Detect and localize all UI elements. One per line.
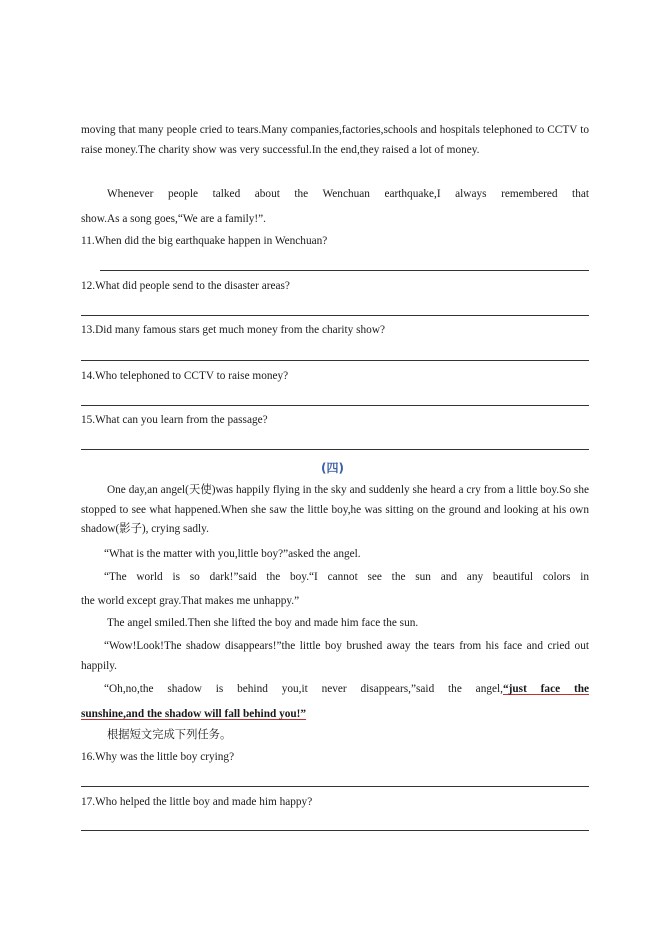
angel-reply-text: “Oh,no,the shadow is behind you,it never disappears,”said the angel,	[104, 683, 503, 695]
passage4-paragraph-2: “What is the matter with you,little boy?”asked the angel.	[104, 548, 361, 560]
question-17: 17.Who helped the little boy and made him happy?	[81, 796, 313, 808]
key-sentence-part-2: sunshine,and the shadow will fall behind you!”	[81, 708, 307, 720]
answer-line-17[interactable]	[81, 830, 589, 831]
passage4-paragraph-6-line-1	[104, 681, 589, 697]
question-15: 15.What can you learn from the passage?	[81, 414, 268, 426]
answer-line-14[interactable]	[81, 405, 589, 406]
task-instruction: 根据短文完成下列任务。	[107, 728, 232, 741]
question-12: 12.What did people send to the disaster areas?	[81, 280, 290, 292]
question-16: 16.Why was the little boy crying?	[81, 751, 235, 763]
passage4-paragraph-5: “Wow!Look!The shadow disappears!”the little boy brushed away the tears from his face and cried out happily.	[81, 640, 589, 672]
question-13: 13.Did many famous stars get much money from the charity show?	[81, 324, 386, 336]
passage4-paragraph-6-line-2	[81, 706, 589, 722]
key-sentence-part-1: “just face the	[502, 683, 590, 695]
answer-line-15[interactable]	[81, 449, 589, 450]
passage4-paragraph-4: The angel smiled.Then she lifted the boy and made him face the sun.	[107, 617, 419, 629]
passage3-paragraph-2-line-1: Whenever people talked about the Wenchuan earthquake,I always remembered that	[107, 188, 589, 200]
answer-line-12[interactable]	[81, 315, 589, 316]
question-14: 14.Who telephoned to CCTV to raise money?	[81, 370, 289, 382]
section-heading: (四)	[321, 461, 344, 475]
answer-line-11[interactable]	[100, 270, 589, 271]
question-11: 11.When did the big earthquake happen in Wenchuan?	[81, 235, 328, 247]
answer-line-13[interactable]	[81, 360, 589, 361]
passage3-paragraph-1: moving that many people cried to tears.Many companies,factories,schools and hospitals telephoned to CCTV to raise money.The charity show was very successful.In the end,they raised a lot of money.	[81, 124, 589, 156]
passage3-paragraph-2-line-2: show.As a song goes,“We are a family!”.	[81, 213, 267, 225]
passage4-paragraph-3-line-1: “The world is so dark!”said the boy.“I cannot see the sun and any beautiful colors in	[104, 571, 589, 583]
passage4-paragraph-3-line-2: the world except gray.That makes me unhappy.”	[81, 595, 300, 607]
answer-line-16[interactable]	[81, 786, 589, 787]
passage4-paragraph-1: One day,an angel(天使)was happily flying in the sky and suddenly she heard a cry from a little boy.So she stopped to see what happened.When she saw the little boy,he was sitting on the ground and looking at his own shadow(影子), crying sadly.	[81, 484, 589, 535]
